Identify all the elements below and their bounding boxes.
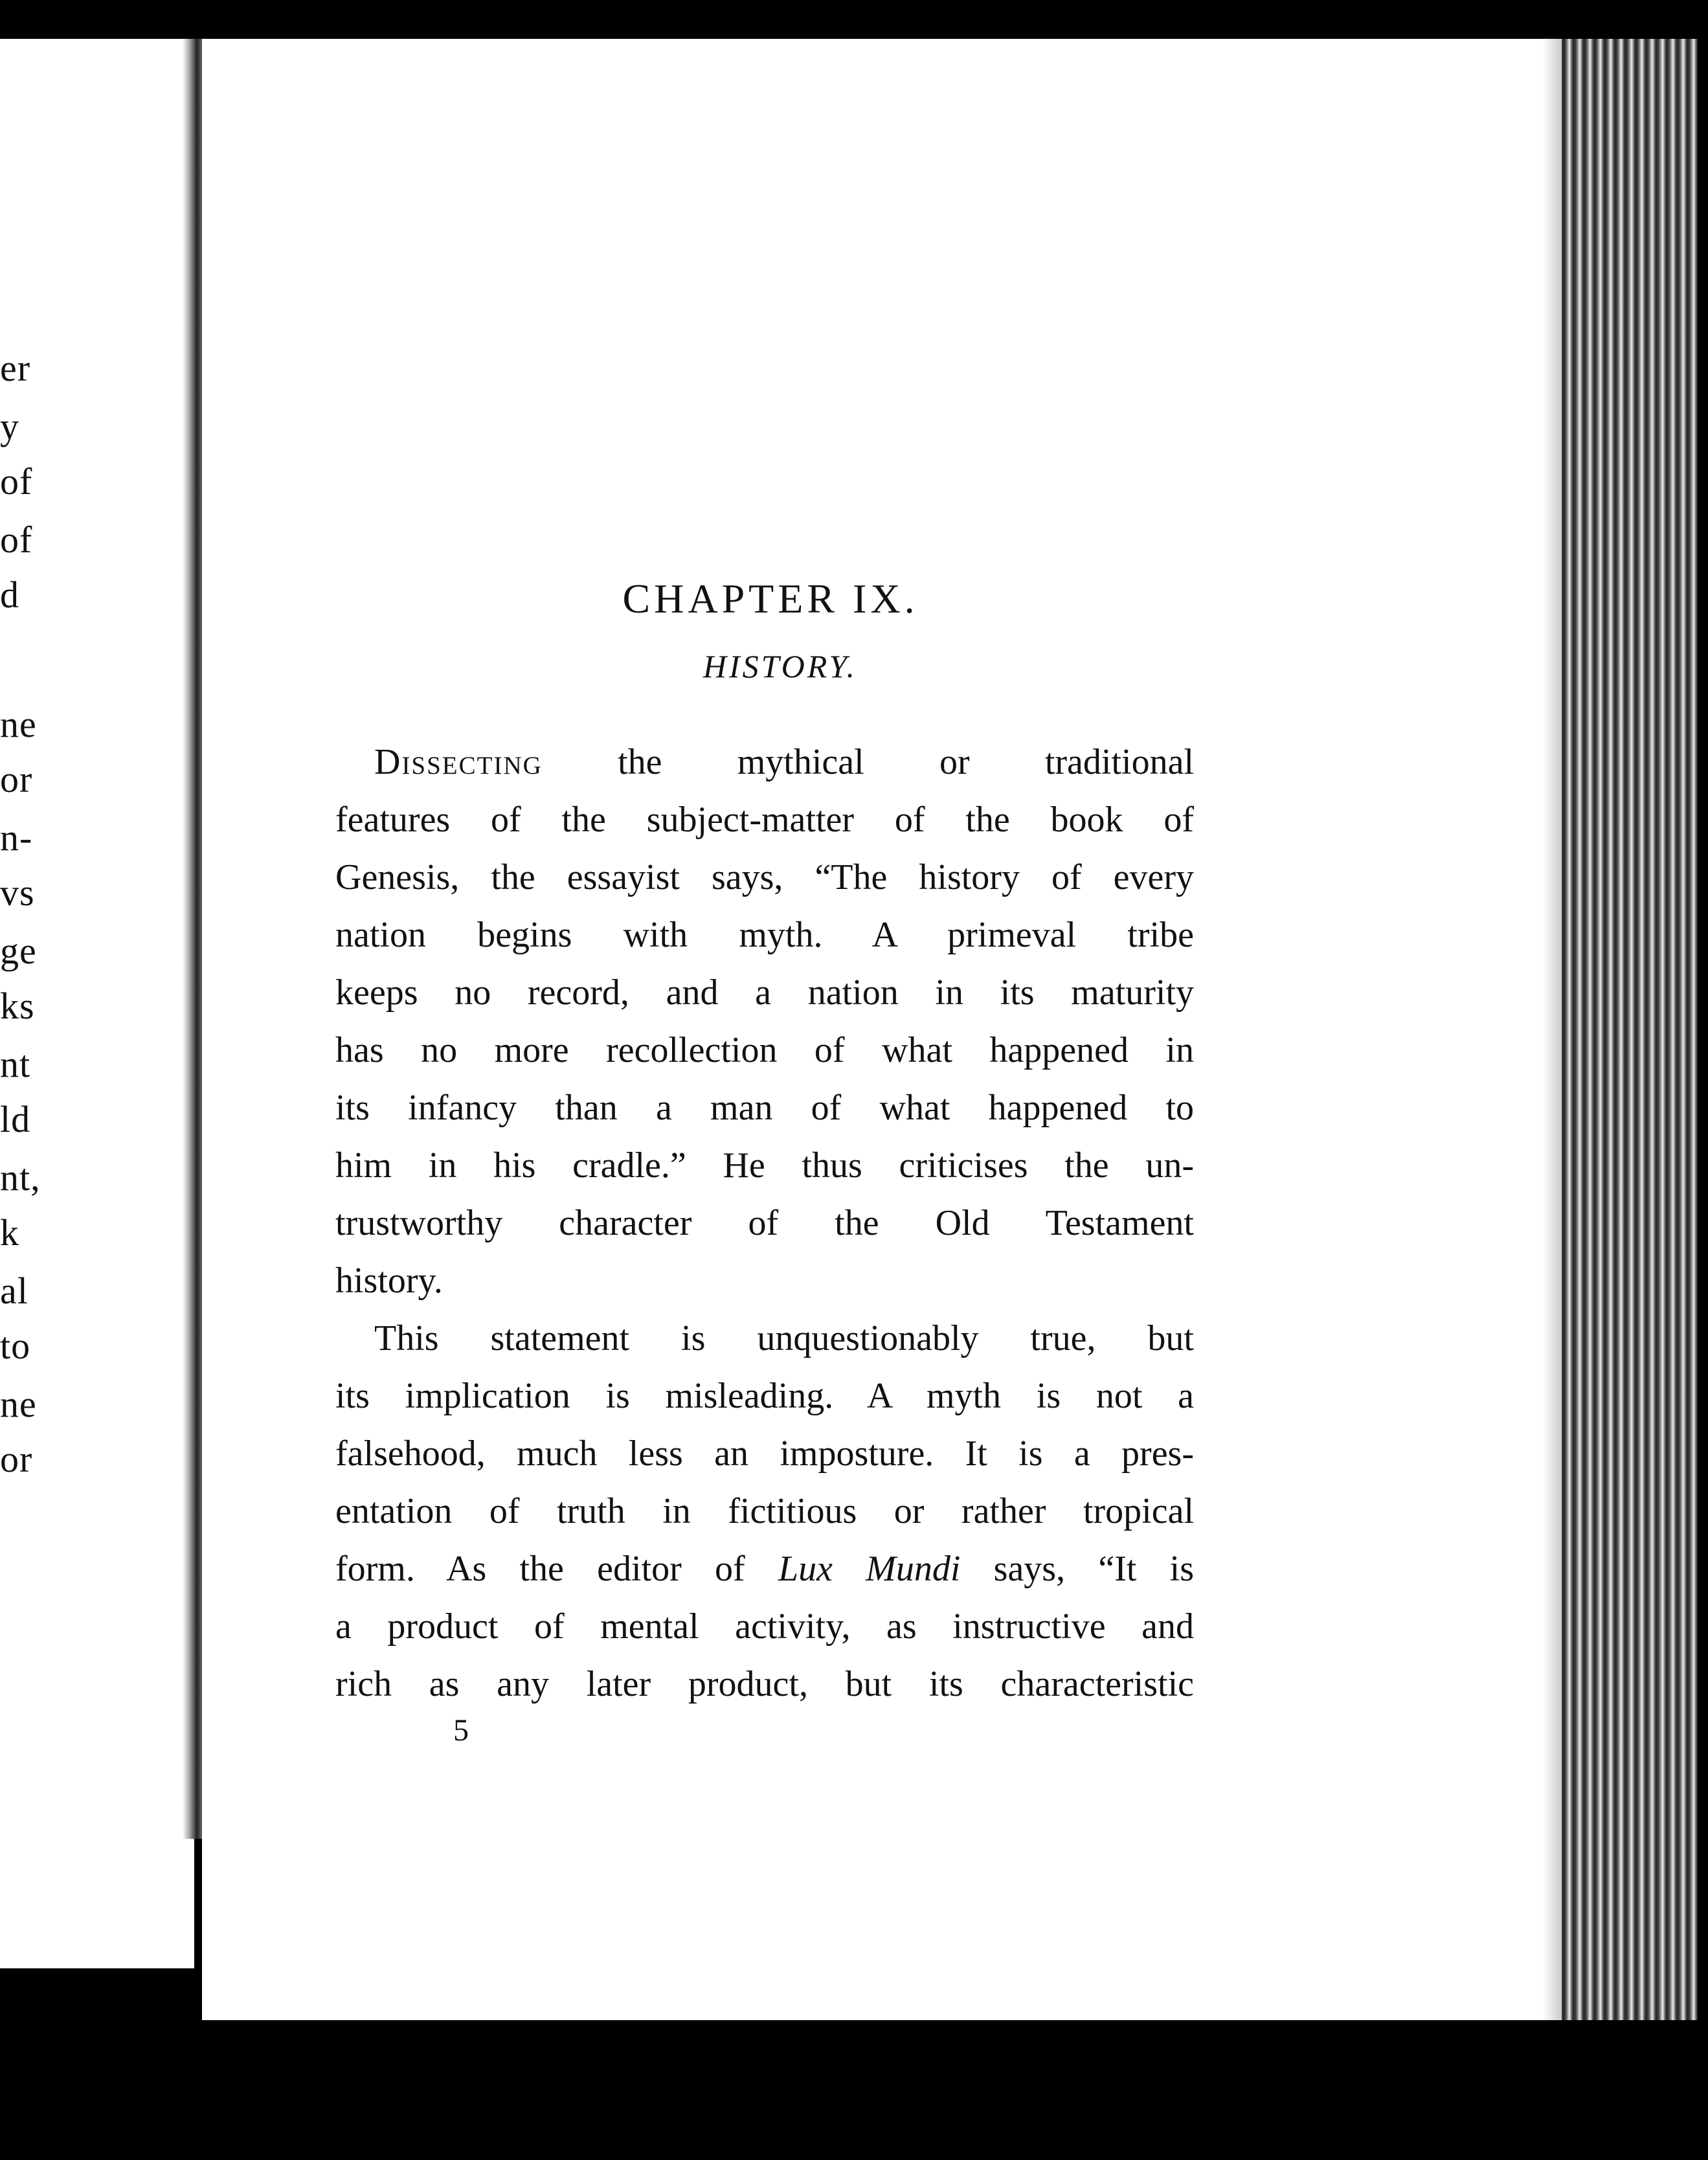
body-text (335, 734, 1194, 1713)
text-line (335, 1540, 1194, 1598)
facing-page-fragment: ks (0, 985, 35, 1027)
text-line: its implication is misleading. A myth is not a (335, 1376, 1194, 1416)
facing-page-fragment: or (0, 758, 33, 800)
text-line: a product of mental activity, as instructive and (335, 1606, 1194, 1647)
facing-page-fragment: ld (0, 1098, 31, 1140)
section-title: HISTORY. (702, 648, 858, 684)
text-line (335, 734, 1194, 791)
text-line: entation of truth in fictitious or rather tropical (335, 1491, 1194, 1531)
facing-page-fragment: or (0, 1438, 33, 1480)
text-line: has no more recollection of what happened in (335, 1030, 1194, 1070)
text-line: falsehood, much less an imposture. It is a pres- (335, 1434, 1194, 1474)
facing-page-fragment: d (0, 574, 19, 616)
text-segment: says, “It is (993, 1549, 1195, 1589)
facing-page-fragment: k (0, 1211, 19, 1254)
text-line: history. (335, 1261, 443, 1301)
text-line: keeps no record, and a nation in its maturity (335, 973, 1194, 1013)
page-edge-shadow (1542, 39, 1562, 2020)
text-line: rich as any later product, but its characteristic (335, 1664, 1194, 1704)
facing-page-fragment: ne (0, 1383, 37, 1425)
facing-page-fragment: er (0, 347, 31, 389)
lead-word: Dissecting (374, 742, 543, 782)
facing-page-fragment: to (0, 1325, 31, 1367)
text-line: This statement is unquestionably true, but (374, 1318, 1194, 1358)
text-line: him in his cradle.” He thus criticises the un- (335, 1145, 1194, 1186)
signature-mark: 5 (453, 1713, 469, 1748)
facing-page-fragment: ge (0, 930, 37, 972)
text-line: nation begins with myth. A primeval tribe (335, 915, 1194, 955)
chapter-title: CHAPTER IX. (622, 575, 919, 622)
facing-page-edge (0, 39, 194, 1968)
text-line-content: the mythical or traditional (618, 742, 1194, 782)
book-title-italic: Lux Mundi (778, 1549, 961, 1589)
facing-page-fragment: y (0, 405, 19, 447)
text-line: Genesis, the essayist says, “The history of every (335, 857, 1194, 897)
text-segment: form. As the editor of (335, 1549, 745, 1589)
page-stack-edge (1542, 39, 1698, 2020)
facing-page-fragment: of (0, 519, 33, 561)
facing-page-fragment: nt, (0, 1156, 41, 1198)
facing-page-fragment: nt (0, 1043, 31, 1085)
text-line: features of the subject-matter of the book of (335, 800, 1194, 840)
facing-page-fragment: al (0, 1270, 28, 1312)
facing-page-fragment: vs (0, 872, 35, 914)
text-line: its infancy than a man of what happened to (335, 1088, 1194, 1128)
text-line: trustworthy character of the Old Testament (335, 1203, 1194, 1243)
facing-page-fragment: of (0, 460, 33, 502)
facing-page-fragment: ne (0, 703, 37, 745)
facing-page-fragment: n- (0, 816, 33, 859)
